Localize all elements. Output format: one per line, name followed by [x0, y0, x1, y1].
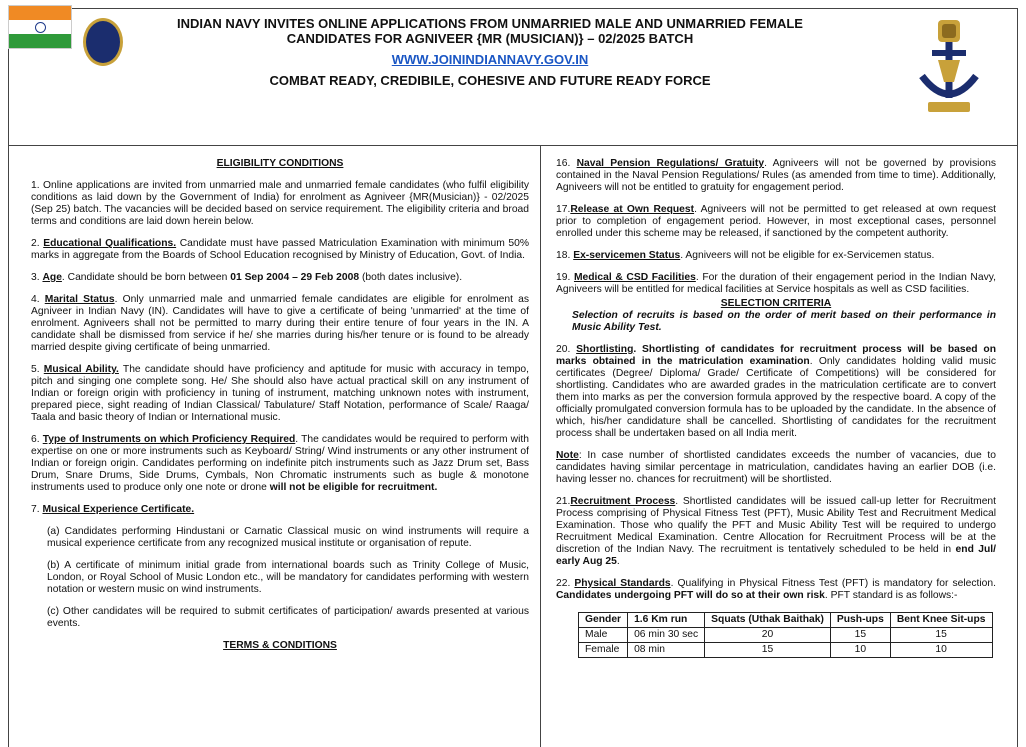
indian-flag-icon — [8, 5, 72, 49]
left-column — [31, 158, 529, 662]
selection-heading: SELECTION CRITERIA — [720, 298, 832, 309]
title-line-1: INDIAN NAVY INVITES ONLINE APPLICATIONS FROM UNMARRIED MALE AND UNMARRIED FEMALE — [177, 16, 803, 31]
para-17: 17.Release at Own Request. Agniveers will not be permitted to get released at own request prior to completion of engagement period. However, in most exceptional cases, personnel enrolled under this scheme may be released, if sanctioned by the competent authority. — [556, 204, 996, 239]
table-cell: 15 — [830, 628, 890, 643]
table-header: 1.6 Km run — [628, 613, 705, 628]
para-3: 3. Age. Candidate should be born between 01 Sep 2004 – 29 Feb 2008 (both dates inclusive). — [31, 272, 463, 283]
website-link[interactable]: WWW.JOININDIANNAVY.GOV.IN — [391, 52, 589, 67]
table-cell: Male — [579, 628, 628, 643]
para-20: 20. Shortlisting. Shortlisting of candidates for recruitment process will be based on marks obtained in the matriculation examination. Only candidates holding valid music certificates (Degree/ Diploma/ Grade/ Certificate of Competitions) will be considered for shortlisting. Candidates who are awarded grades in the matriculation certificate are to convert them into marks as per the conversion formula approved by the respective board. A copy of the officially promulgated conversion formula has to be uploaded by the candidate. In the absence of which, his/her candidature shall be cancelled. Shortlisting of candidates for the recruitment process shall be undertaken based on all India merit. — [556, 344, 997, 439]
note: Note: In case number of shortlisted candidates exceeds the number of vacancies, due to candidates having similar percentage in matriculation, candidates having an earlier DOB (i.e. having lesser no. chances for recruitment) will be shortlisted. — [556, 450, 996, 485]
table-cell: 20 — [705, 628, 831, 643]
para-19: 19. Medical & CSD Facilities. For the duration of their engagement period in the Indian Navy, Agniveers will be entitled for medical facilities at Service hospitals as well as CSD facilities. — [556, 272, 996, 295]
right-column — [556, 158, 996, 658]
table-row — [579, 628, 993, 643]
para-6: 6. Type of Instruments on which Proficiency Required. The candidates would be required to perform with expertise on one or more instruments such as Keyboard/ String/ Wind instruments or any other instrument of Indian or foreign origin. Candidates performing on indefinite pitch instruments such as Jazz Drum set, Bass Drum, Snare Drums, Side Drums, Cymbals, Non Chromatic instruments such as bugle & monotone instruments used to produce only one note or drone will not be eligible for recruitment. — [31, 434, 529, 493]
para-1: 1. Online applications are invited from unmarried male and unmarried female candidates (who fulfil eligibility conditions as laid down by the Government of India) for enrolment as Agniveer {MR(Musician)} - 02/2025 (Sep 25) batch. The vacancies will be decided based on service requirement. The eligibility criteria and broad terms and conditions are laid down herein below. — [31, 180, 529, 227]
page-title — [160, 16, 820, 46]
table-cell: 15 — [705, 643, 831, 658]
para-7: 7. Musical Experience Certificate. — [31, 504, 195, 515]
table-header: Push-ups — [830, 613, 890, 628]
pft-table — [578, 612, 993, 658]
para-21: 21.Recruitment Process. Shortlisted candidates will be issued call-up letter for Recruitment Process comprising of Physical Fitness Test (PFT), Music Ability Test and Recruitment Medical Examination. Those who qualify the PFT and Music Ability Test will be required to undergo Recruitment Medical Examination. Centre Allocation for Recruitment Process will be at the discretion of the Indian Navy. The recruitment is tentatively scheduled to be held in end Jul/ early Aug 25. — [556, 496, 997, 567]
table-cell: Female — [579, 643, 628, 658]
para-4: 4. Marital Status. Only unmarried male and unmarried female candidates are eligible for enrolment as Agniveer in Indian Navy (IN). Candidates will have to give a certificate of being 'unmarried' at the time of enrolment. Agniveers shall not be permitted to marry during their entire tenure of four years in the IN. A candidate shall be dismissed from service if he/ she marries during his/her tenure or is found to be already married despite giving certificate of being unmarried. — [31, 294, 529, 353]
para-7a: (a) Candidates performing Hindustani or Carnatic Classical music on wind instruments will require a musical experience certificate from any recognized musical institute or organisation of repute. — [47, 526, 529, 549]
selection-text: Selection of recruits is based on the order of merit based on their performance in Music Ability Test. — [572, 310, 996, 333]
column-divider — [540, 145, 541, 747]
motto: COMBAT READY, CREDIBILE, COHESIVE AND FUTURE READY FORCE — [269, 73, 711, 88]
terms-heading: TERMS & CONDITIONS — [223, 640, 337, 651]
navy-crest-icon — [83, 18, 123, 66]
table-cell: 10 — [890, 643, 992, 658]
table-cell: 15 — [890, 628, 992, 643]
table-cell: 10 — [830, 643, 890, 658]
para-22: 22. Physical Standards. Qualifying in Physical Fitness Test (PFT) is mandatory for selection. Candidates undergoing PFT will do so at their own risk. PFT standard is as follows:- — [556, 578, 996, 601]
para-7b: (b) A certificate of minimum initial grade from international boards such as Trinity College of Music, London, or Royal School of Music London etc., will be mandatory for candidates performing with western notation or western music on wind instruments. — [47, 560, 529, 595]
table-header: Gender — [579, 613, 628, 628]
para-7c: (c) Other candidates will be required to submit certificates of participation/ awards presented at various events. — [47, 606, 529, 629]
para-18: 18. Ex-servicemen Status. Agniveers will not be eligible for ex-Servicemen status. — [556, 250, 935, 261]
table-row — [579, 643, 993, 658]
para-5: 5. Musical Ability. The candidate should have proficiency and aptitude for music with accuracy in tempo, pitch and singing one complete song. He/ She should also have actual practical skill on any instrument of Indian or foreign origin with proficiency in tuning of instrument, matching unknown notes with instrument, prepared piece, sight reading of Indian Classical/ Tabulature/ Staff Notation, performance of Scale/ Raaga/ Taala and basic theory of Indian or International music. — [31, 364, 529, 423]
navy-emblem-icon — [908, 16, 990, 116]
table-header-row — [579, 613, 993, 628]
para-2: 2. Educational Qualifications. Candidate must have passed Matriculation Examination with minimum 50% marks in aggregate from the Boards of School Education recognised by Ministry of Education, Govt. of India. — [31, 238, 529, 261]
title-line-2: CANDIDATES FOR AGNIVEER {MR (MUSICIAN)} – 02/2025 BATCH — [286, 31, 694, 46]
eligibility-heading: ELIGIBILITY CONDITIONS — [216, 158, 344, 169]
table-header: Squats (Uthak Baithak) — [705, 613, 831, 628]
table-header: Bent Knee Sit-ups — [890, 613, 992, 628]
table-cell: 08 min — [628, 643, 705, 658]
table-cell: 06 min 30 sec — [628, 628, 705, 643]
para-16: 16. Naval Pension Regulations/ Gratuity. Agniveers will not be governed by provisions contained in the Naval Pension Regulations/ Rules (as amended from time to time). Additionally, Agniveers will not be entitled to gratuity for engagement period. — [556, 158, 996, 193]
